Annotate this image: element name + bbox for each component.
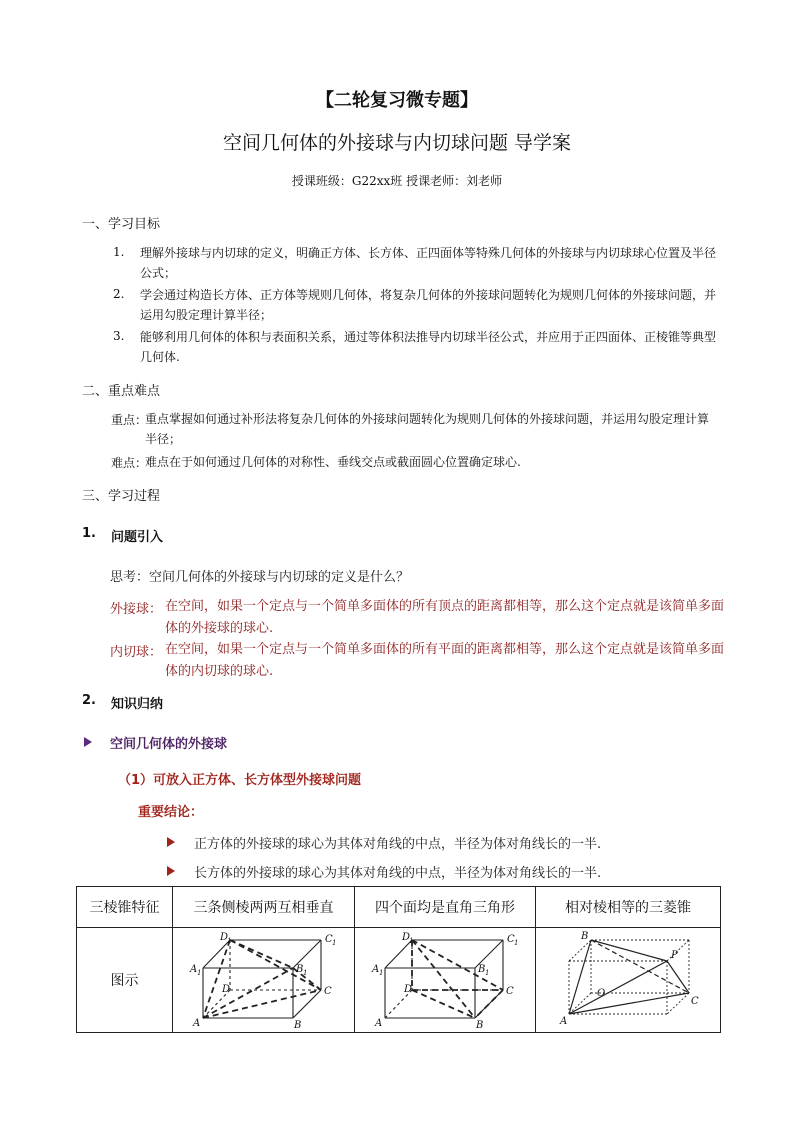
label-c1-sub: 1 [332,939,337,947]
figure-cell-3 [536,928,721,1033]
figure-cell-1 [173,928,355,1033]
subsection-number-2: 2. [82,693,96,708]
goal-item-3: 能够利用几何体的体积与表面积关系，通过等体积法推导内切球半径公式，并应用于正四面体、正棱锥等典型几何体. [140,330,717,364]
table-header-perpendicular: 三条侧棱两两互相垂直 [173,887,355,928]
label-a1-sub: 1 [197,969,202,977]
label-a: A [560,1016,568,1027]
label-b1: B [296,964,304,975]
label-a1: A [371,964,379,975]
label-c1: C [506,934,515,945]
label-d: D [403,984,412,995]
inner-sphere-definition: 在空间，如果一个定点与一个简单多面体的所有平面的距离都相等，那么这个定点就是该简单多面体的内切球的球心. [165,642,725,679]
conclusion-label: 重要结论： [138,805,204,820]
label-c: C [691,996,699,1007]
tetrahedron-feature-table [76,886,721,1033]
goal-item-2: 学会通过构造长方体、正方体等规则几何体，将复杂几何体的外接球问题转化为规则几何体的外接球问题，并运用勾股定理计算半径； [140,288,717,322]
label-d1-sub: 1 [227,937,232,945]
label-o: O [597,988,606,999]
label-a: A [374,1018,382,1028]
conclusion-arrow-icon-2 [167,866,175,876]
label-a1: A [190,964,198,975]
conclusion-arrow-icon-1 [167,837,175,847]
label-a: A [193,1018,201,1028]
label-a1-sub: 1 [378,969,383,977]
goal-number-1: 1. [113,245,125,259]
table-header-feature: 三棱锥特征 [77,887,173,928]
goal-number-3: 3. [113,329,125,343]
bullet-arrow-icon [84,737,92,747]
label-c: C [505,986,514,997]
figure-cell-2 [355,928,536,1033]
difficulty-text: 难点在于如何通过几何体的对称性、垂线交点或截面圆心位置确定球心. [145,455,521,469]
label-b1-sub: 1 [484,969,489,977]
inner-sphere-label: 内切球： [110,645,163,660]
label-d1: D [220,932,229,943]
cuboid-perpendicular-figure [176,928,351,1028]
goal-item-1: 理解外接球与内切球的定义，明确正方体、长方体、正四面体等特殊几何体的外接球与内切球球心位置及半径公式； [140,246,717,280]
label-d1-sub: 1 [408,937,413,945]
conclusion-cuboid: 长方体的外接球的球心为其体对角线的中点，半径为体对角线长的一半. [194,866,602,881]
section-heading-process: 三、学习过程 [82,489,161,504]
label-b: B [294,1020,302,1028]
label-c1-sub: 1 [513,939,518,947]
bullet-outer-sphere: 空间几何体的外接球 [110,737,228,752]
table-header-equal-edges: 相对棱相等的三菱锥 [536,887,721,928]
label-c: C [324,986,332,997]
subsection-title-summary: 知识归纳 [111,697,164,712]
goal-number-2: 2. [113,287,125,301]
key-point-text: 重点掌握如何通过补形法将复杂几何体的外接球问题转化为规则几何体的外接球问题，并运用勾股定理计算半径； [145,412,710,446]
isosceles-tetrahedron-figure [539,928,717,1028]
label-d1: D [401,932,410,943]
label-b: B [581,931,589,942]
page-subtitle: 空间几何体的外接球与内切球问题 导学案 [222,132,572,154]
key-point-label: 重点： [111,413,148,427]
table-figure-row [77,928,721,1033]
subsection-number-1: 1. [82,526,96,541]
table-header-row [77,887,721,928]
label-b1: B [477,964,485,975]
page-title: 【二轮复习微专题】 [316,90,478,111]
section-heading-goals: 一、学习目标 [82,217,161,232]
label-p: P [671,950,678,961]
case-1-title: （1）可放入正方体、长方体型外接球问题 [118,773,362,788]
conclusion-cube: 正方体的外接球的球心为其体对角线的中点，半径为体对角线长的一半. [194,837,602,852]
class-teacher-info: 授课班级：G22xx班 授课老师：刘老师 [291,174,503,188]
difficulty-label: 难点： [111,456,148,470]
label-d: D [222,984,231,995]
label-b: B [475,1020,483,1028]
subsection-title-intro: 问题引入 [111,530,164,545]
outer-sphere-definition: 在空间，如果一个定点与一个简单多面体的所有顶点的距离都相等，那么这个定点就是该简单多面体的外接球的球心. [165,599,725,636]
section-heading-keypoints: 二、重点难点 [82,384,161,399]
table-row-label: 图示 [77,928,173,1033]
table-header-right-triangles: 四个面均是直角三角形 [355,887,536,928]
label-b1-sub: 1 [303,969,308,977]
outer-sphere-label: 外接球： [110,602,163,617]
cuboid-right-triangles-figure [358,928,533,1028]
label-c1: C [325,934,333,945]
think-question: 思考：空间几何体的外接球与内切球的定义是什么？ [110,570,410,585]
